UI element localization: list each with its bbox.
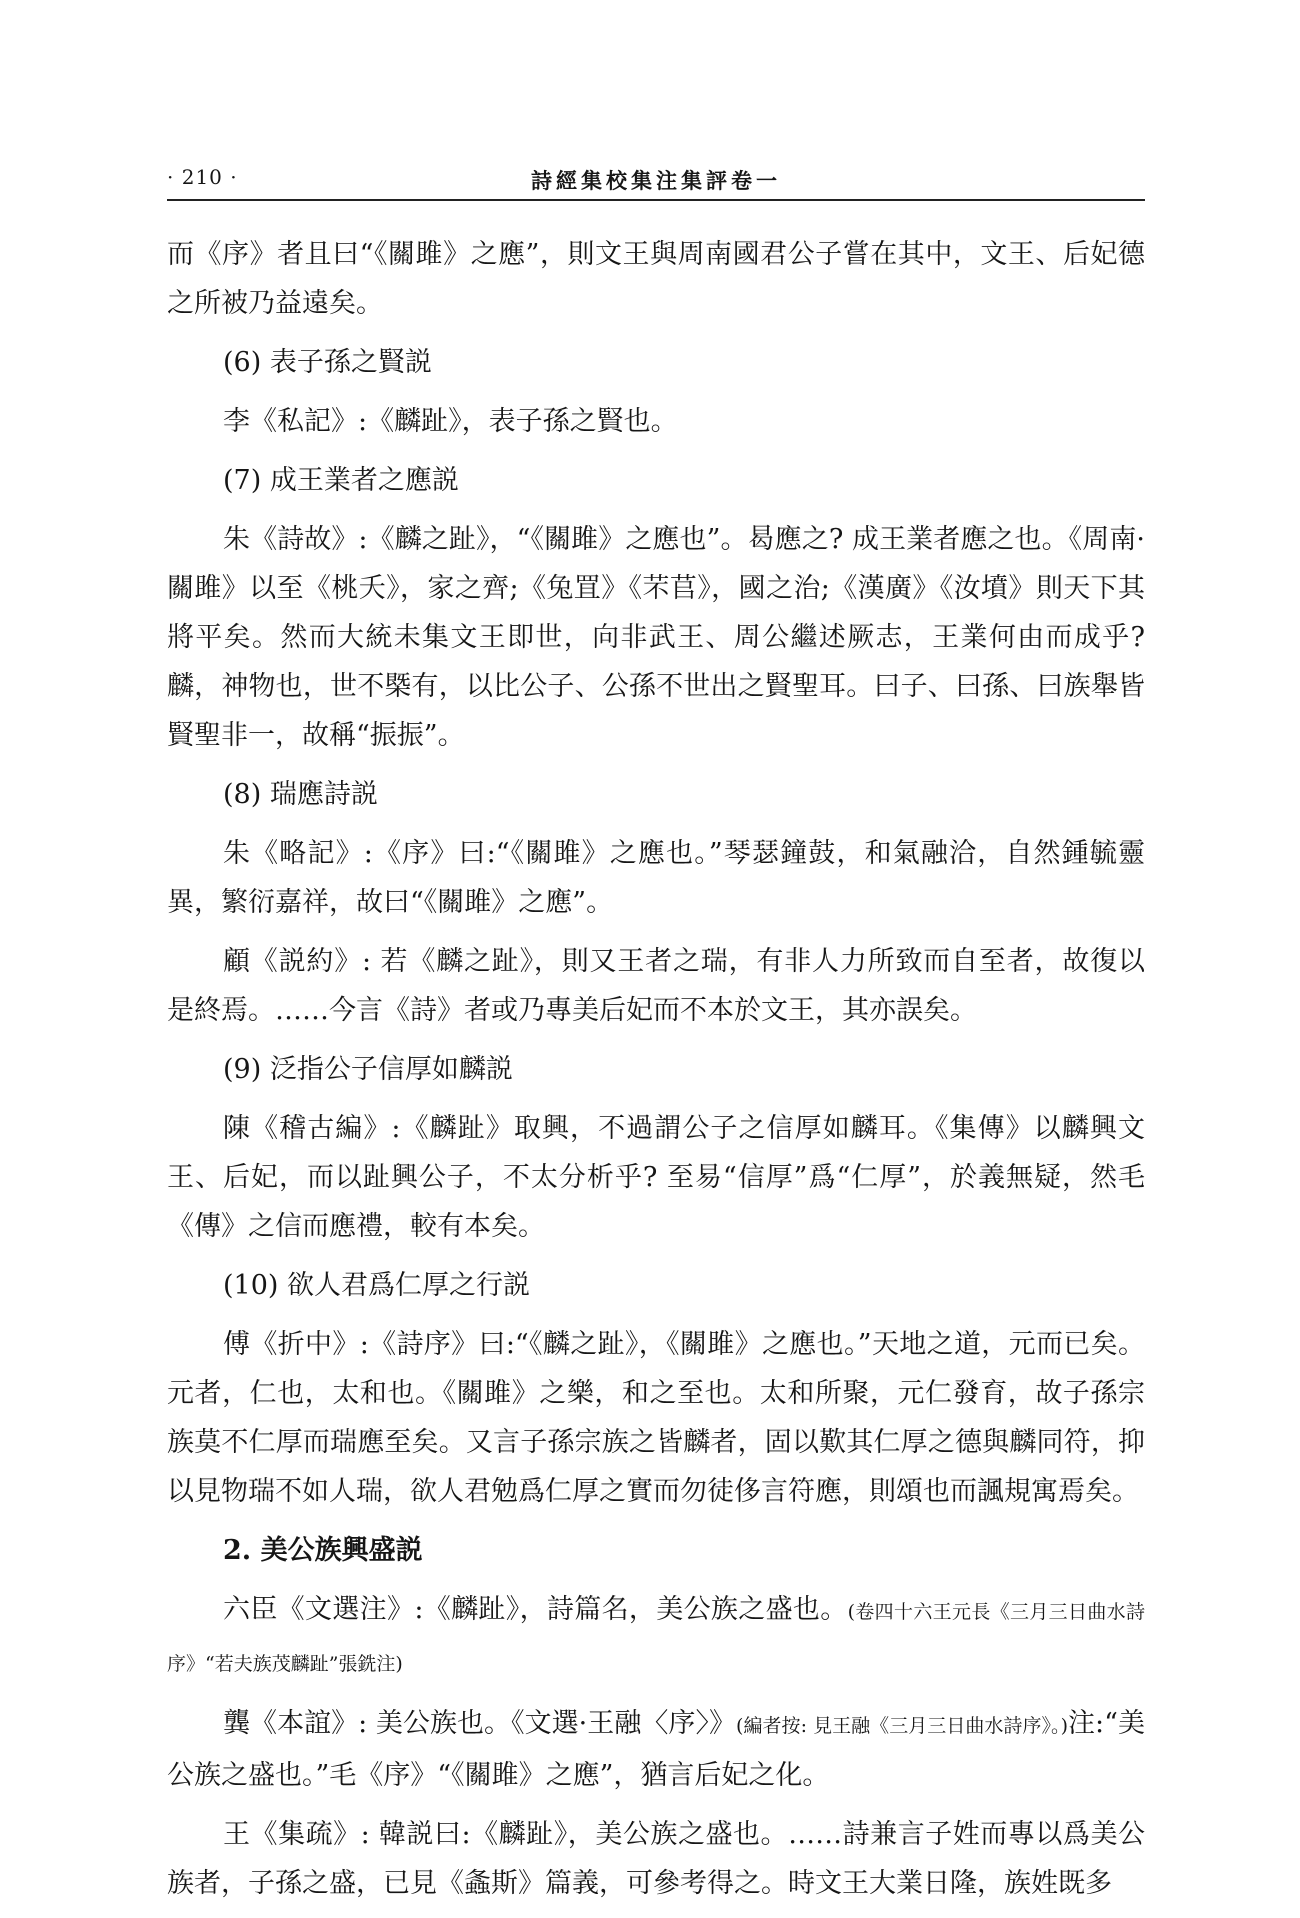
paragraph: 顧《説約》: 若《麟之趾》，則又王者之瑞，有非人力所致而自至者，故復以是終焉。……今言《詩》者或乃專美后妃而不本於文王，其亦誤矣。 — [167, 946, 1145, 1026]
page-number: · 210 · — [167, 165, 238, 189]
inline-note: (卷四十六王元長《三月三日曲水詩序》“若夫族茂麟趾”張銑注) — [167, 1601, 1145, 1675]
section-heading: (8) 瑞應詩説 — [223, 779, 378, 810]
paragraph: 李《私記》:《麟趾》，表子孫之賢也。 — [223, 406, 678, 437]
paragraph — [167, 1699, 1145, 1800]
section-heading: (9) 泛指公子信厚如麟説 — [223, 1054, 513, 1085]
header-rule — [167, 199, 1145, 201]
page-header — [167, 165, 1145, 197]
section-heading: (7) 成王業者之應説 — [223, 465, 459, 496]
body-text — [167, 230, 1145, 1918]
section-heading: (10) 欲人君爲仁厚之行説 — [223, 1270, 531, 1301]
paragraph-text: 龔《本誼》: 美公族也。《文選·王融〈序〉》 — [223, 1708, 737, 1739]
paragraph-text: 注:“美公族之盛也。”毛《序》“《關雎》之應”，猶言后妃之化。 — [167, 1708, 1145, 1791]
paragraph: 王《集疏》: 韓説曰:《麟趾》，美公族之盛也。……詩兼言子姓而專以爲美公族者，子孫之盛，已見《螽斯》篇義，可參考得之。時文王大業日隆，族姓既多 — [167, 1819, 1145, 1899]
paragraph: 朱《詩故》:《麟之趾》，“《關雎》之應也”。曷應之? 成王業者應之也。《周南·關雎》以至《桃夭》，家之齊;《兔罝》《芣苢》，國之治;《漢廣》《汝墳》則天下其將平矣。然而大統未集文王即世，向非武王、周公繼述厥志，王業何由而成乎? 麟，神物也，世不槩有，以比公子、公孫不世出之賢聖耳。曰子、曰孫、曰族舉皆賢聖非一，故稱“振振”。 — [167, 524, 1145, 751]
paragraph-text: 六臣《文選注》:《麟趾》，詩篇名，美公族之盛也。 — [223, 1594, 848, 1625]
section-heading: 2. 美公族興盛説 — [223, 1535, 423, 1566]
running-title: 詩經集校集注集評卷一 — [531, 168, 781, 193]
section-heading: (6) 表子孫之賢説 — [223, 347, 432, 378]
paragraph: 朱《略記》:《序》曰:“《關雎》之應也。”琴瑟鐘鼓，和氣融洽，自然鍾毓靈異，繁衍嘉祥，故曰“《關雎》之應”。 — [167, 838, 1145, 918]
paragraph: 而《序》者且曰“《關雎》之應”，則文王與周南國君公子嘗在其中，文王、后妃德之所被乃益遠矣。 — [167, 239, 1145, 319]
paragraph: 陳《稽古編》:《麟趾》取興，不過謂公子之信厚如麟耳。《集傳》以麟興文王、后妃，而以趾興公子，不太分析乎? 至易“信厚”爲“仁厚”，於義無疑，然毛《傳》之信而應禮，較有本矣。 — [167, 1113, 1145, 1242]
inline-note: (編者按: 見王融《三月三日曲水詩序》。) — [736, 1715, 1068, 1737]
paragraph: 傅《折中》:《詩序》曰:“《麟之趾》，《關雎》之應也。”天地之道，元而已矣。元者，仁也，太和也。《關雎》之樂，和之至也。太和所聚，元仁發育，故子孫宗族莫不仁厚而瑞應至矣。又言子孫宗族之皆麟者，固以歎其仁厚之德與麟同符，抑以見物瑞不如人瑞，欲人君勉爲仁厚之實而勿徒侈言符應，則頌也而諷規寓焉矣。 — [167, 1329, 1145, 1507]
paragraph — [167, 1585, 1145, 1689]
